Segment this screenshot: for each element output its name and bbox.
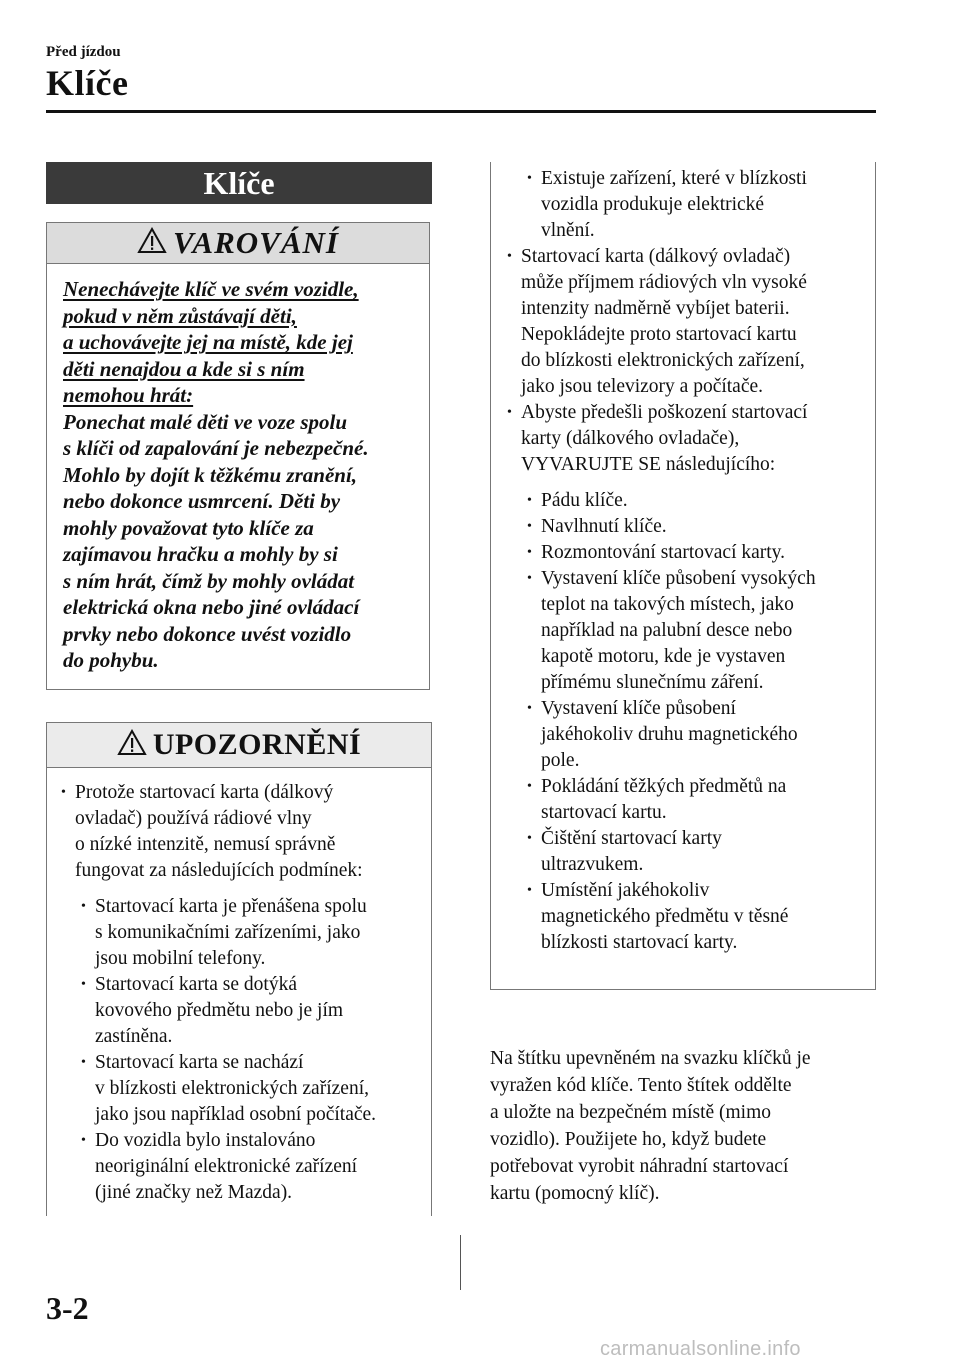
page-number: 3-2	[46, 1290, 89, 1326]
bullet: •	[527, 519, 532, 534]
bullet: •	[81, 977, 86, 992]
caution-continued-box	[490, 162, 876, 990]
warning-box	[46, 222, 430, 690]
page-title: Klíče	[46, 63, 129, 103]
warning-line: Ponechat malé děti ve voze spolu	[63, 409, 348, 434]
list-item-text: Do vozidla bylo instalováno neoriginální elektronické zařízení (jiné značky než Mazda).	[95, 1130, 358, 1203]
section-label: Před jízdou	[46, 44, 121, 60]
warning-line: a uchovávejte jej na místě, kde jej	[63, 330, 353, 354]
warning-line: nemohou hrát:	[63, 383, 194, 407]
list-item	[81, 1128, 423, 1206]
list-item	[527, 878, 867, 956]
bullet: •	[81, 1133, 86, 1148]
list-item-text: Navlhnutí klíče.	[541, 516, 667, 537]
list-item	[527, 774, 867, 826]
list-item-text: Vystavení klíče působení jakéhokoliv druhu magnetického pole.	[541, 698, 798, 771]
warning-line: Nenechávejte klíč ve svém vozidle,	[63, 277, 359, 301]
list-item-text: Pokládání těžkých předmětů na startovací kartu.	[541, 776, 787, 823]
list-item	[527, 826, 867, 878]
warning-line: s ním hrát, čímž by mohly ovládat	[63, 568, 355, 593]
bullet: •	[81, 1055, 86, 1070]
bullet: •	[527, 883, 532, 898]
list-item-text: Startovací karta (dálkový ovladač) může příjmem rádiových vln vysoké intenzity nadměrně vybíjet baterii. Nepokládejte proto startovací kartu do blízkosti elektronických zařízení, jako jsou televizory a počítače.	[521, 246, 807, 397]
bullet: •	[507, 405, 512, 420]
caution-body	[47, 768, 431, 1206]
list-item	[527, 696, 867, 774]
list-item	[507, 244, 867, 400]
warning-header	[47, 223, 429, 264]
column-divider	[460, 1235, 461, 1290]
warning-line: Mohlo by dojít k těžkému zranění,	[63, 462, 358, 487]
caution-title: UPOZORNĚNÍ	[152, 728, 362, 761]
watermark: carmanualsonline.info	[600, 1338, 801, 1360]
body-paragraph: Na štítku upevněném na svazku klíčků je vyražen kód klíče. Tento štítek oddělte a uložte na bezpečném místě (mimo vozidlo). Použijete ho, když budete potřebovat vyrobit náhradní startovací kartu (pomocný klíč).	[490, 1048, 811, 1204]
list-item	[61, 780, 423, 884]
warning-line: nebo dokonce usmrcení. Děti by	[63, 489, 341, 513]
list-item-text: Vystavení klíče působení vysokých teplot na takových místech, jako například na palubní desce nebo kapotě motoru, kde je vystaven přímému slunečnímu záření.	[541, 568, 816, 693]
warning-line: mohly považovat tyto klíče za	[63, 515, 314, 540]
bullet: •	[527, 831, 532, 846]
list-item	[81, 972, 423, 1050]
list-item-text: Protože startovací karta (dálkový ovladač) používá rádiové vlny o nízké intenzitě, nemusí správně fungovat za následujících podmínek:	[75, 782, 363, 881]
list-item-text: Startovací karta se dotýká kovového předmětu nebo je jím zastíněna.	[95, 974, 344, 1047]
bullet: •	[81, 899, 86, 914]
caution-header	[47, 723, 431, 768]
bullet: •	[527, 779, 532, 794]
list-item-text: Existuje zařízení, které v blízkosti vozidla produkuje elektrické vlnění.	[541, 168, 807, 241]
header-divider	[46, 110, 876, 113]
list-item	[527, 166, 867, 244]
list-item-text: Rozmontování startovací karty.	[541, 542, 786, 563]
caution-box	[46, 722, 432, 1216]
list-item	[527, 540, 867, 566]
list-item-text: Čištění startovací karty ultrazvukem.	[541, 828, 722, 875]
bullet: •	[527, 571, 532, 586]
list-item-text: Startovací karta je přenášena spolu s komunikačními zařízeními, jako jsou mobilní telefony.	[95, 896, 367, 969]
list-item-text: Pádu klíče.	[541, 490, 628, 511]
section-banner: Klíče	[46, 162, 432, 204]
list-item	[527, 514, 867, 540]
warning-line: do pohybu.	[63, 648, 159, 672]
list-item	[81, 894, 423, 972]
warning-triangle-icon	[117, 729, 147, 761]
list-item	[527, 488, 867, 514]
warning-line: děti nenajdou a kde si s ním	[63, 356, 305, 381]
warning-line: prvky nebo dokonce uvést vozidlo	[63, 621, 352, 646]
warning-line: zajímavou hračku a mohly by si	[63, 542, 338, 566]
list-item-text: Startovací karta se nachází v blízkosti elektronických zařízení, jako jsou například osobní počítače.	[95, 1052, 377, 1125]
bullet: •	[527, 171, 532, 186]
warning-line: elektrická okna nebo jiné ovládací	[63, 595, 360, 619]
bullet: •	[527, 545, 532, 560]
bullet: •	[507, 249, 512, 264]
bullet: •	[527, 493, 532, 508]
bullet: •	[527, 701, 532, 716]
warning-line: s klíči od zapalování je nebezpečné.	[63, 436, 369, 460]
list-item	[81, 1050, 423, 1128]
list-item-text: Abyste předešli poškození startovací karty (dálkového ovladače), VYVARUJTE SE následujícího:	[521, 402, 808, 475]
bullet: •	[61, 785, 66, 800]
list-item-text: Umístění jakéhokoliv magnetického předmětu v těsné blízkosti startovací karty.	[541, 880, 789, 953]
warning-title: VAROVÁNÍ	[173, 225, 339, 260]
warning-body	[47, 264, 429, 674]
caution-continued-body	[491, 162, 875, 956]
warning-triangle-icon	[137, 227, 167, 259]
warning-line: pokud v něm zůstávají děti,	[63, 303, 297, 328]
list-item	[507, 400, 867, 478]
list-item	[527, 566, 867, 696]
